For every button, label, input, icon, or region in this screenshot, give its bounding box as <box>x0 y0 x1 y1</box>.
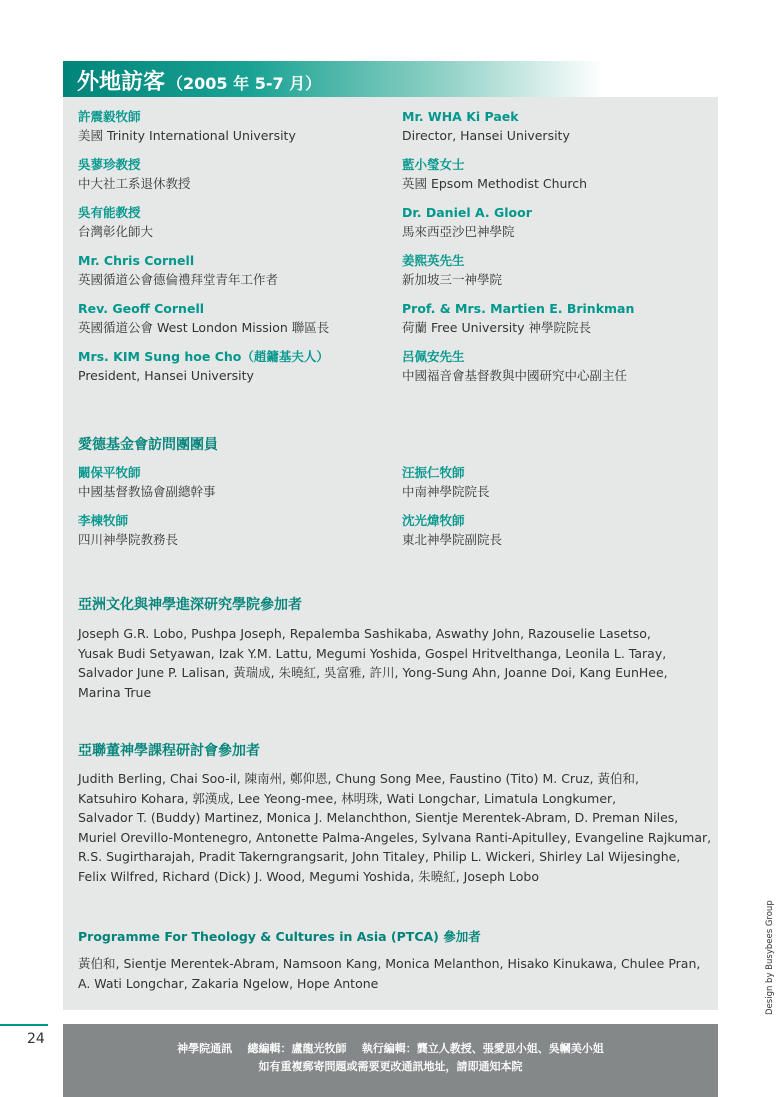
aide-role: 中南神學院院長 <box>402 484 490 499</box>
visitor-role: President, Hansei University <box>78 368 254 383</box>
visitor-entry <box>402 348 702 396</box>
participant-line: Yusak Budi Setyawan, Izak Y.M. Lattu, Megumi Yoshida, Gospel Hritvelthanga, Leonila L. Taray, <box>78 645 667 661</box>
visitor-entry <box>402 108 702 156</box>
participant-line: 黃伯和, Sientje Merentek-Abram, Namsoon Kang, Monica Melanthon, Hisako Kinukawa, Chulee Pran, <box>78 956 701 971</box>
aide-role: 四川神學院教務長 <box>78 532 179 547</box>
visitor-entry <box>78 108 378 156</box>
visitor-role: 英國循道公會 West London Mission 聯區長 <box>78 320 330 335</box>
participant-line: Joseph G.R. Lobo, Pushpa Joseph, Repalemba Sashikaba, Aswathy John, Razouselie Lasetso, <box>78 626 651 641</box>
participant-line: Marina True <box>78 684 152 700</box>
visitor-entry <box>78 204 378 252</box>
aide-name: 李棟牧師 <box>78 513 129 528</box>
visitor-name: 吳有能教授 <box>78 205 141 220</box>
visitor-name: 藍小瑩女士 <box>402 157 465 172</box>
visitor-entry <box>402 300 702 348</box>
aide-entry <box>402 464 702 512</box>
visitor-role: Director, Hansei University <box>402 128 570 143</box>
aide-name: 闞保平牧師 <box>78 465 141 480</box>
aide-name: 沈光煒牧師 <box>402 513 465 528</box>
participant-line: Salvador T. (Buddy) Martinez, Monica J. Melanchthon, Sientje Merentek-Abram, D. Preman Niles, <box>78 810 679 826</box>
page-subtitle: （2005 年 5-7 月） <box>167 74 322 93</box>
participant-line: R.S. Sugirtharajah, Pradit Takerngrangsarit, John Titaley, Philip L. Wickeri, Shirley Lal Wijesinghe, <box>78 849 681 865</box>
footer-notice: 如有重複郵寄問題或需要更改通訊地址，請即通知本院 <box>258 1060 523 1073</box>
visitor-entry <box>78 300 378 348</box>
footer-editors: 神學院通訊 總編輯：盧龍光牧師 執行編輯：龔立人教授、張愛思小姐、吳幗美小姐 <box>177 1042 604 1055</box>
aide-right-column <box>402 464 702 560</box>
aide-name: 汪振仁牧師 <box>402 465 465 480</box>
participant-line: Muriel Orevillo-Montenegro, Antonette Palma-Angeles, Sylvana Ranti-Apitulley, Evangeline Rajkumar, <box>78 829 712 845</box>
visitor-entry <box>78 156 378 204</box>
visitor-role: 英國循道公會德倫禮拜堂青年工作者 <box>78 272 279 287</box>
visitor-entry <box>402 156 702 204</box>
visitor-name: Mrs. KIM Sung hoe Cho（趙鏞基夫人） <box>78 349 329 364</box>
visitor-role: 中大社工系退休教授 <box>78 176 191 191</box>
page-title: 外地訪客 （2005 年 5-7 月） <box>77 70 322 95</box>
aide-entry <box>78 512 378 560</box>
ptca-participants <box>78 954 703 993</box>
aide-entry <box>78 464 378 512</box>
curriculum-heading: 亞聯董神學課程研討會參加者 <box>78 743 260 759</box>
visitor-entry <box>78 252 378 300</box>
visitors-left-column <box>78 108 378 396</box>
visitor-entry <box>402 204 702 252</box>
participant-line: Salvador June P. Lalisan, 黃瑞成, 朱曉紅, 吳富雅, 許川, Yong-Sung Ahn, Joanne Doi, Kang EunHee, <box>78 665 668 681</box>
visitors-right-column <box>402 108 702 396</box>
visitor-name: 呂佩安先生 <box>402 349 465 364</box>
visitor-name: 姜熙英先生 <box>402 253 465 268</box>
participant-line: Judith Berling, Chai Soo-il, 陳南州, 鄭仰恩, Chung Song Mee, Faustino (Tito) M. Cruz, 黃伯和, <box>78 771 639 786</box>
aide-role: 中國基督教協會副總幹事 <box>78 484 216 499</box>
page-number: 24 <box>27 1031 45 1047</box>
visitor-name: 吳蓼珍教授 <box>78 157 141 172</box>
participant-line: Felix Wilfred, Richard (Dick) J. Wood, Megumi Yoshida, 朱曉紅, Joseph Lobo <box>78 868 540 884</box>
page-number-rule <box>0 1024 48 1026</box>
visitor-name: Prof. & Mrs. Martien E. Brinkman <box>402 301 635 316</box>
visitor-name: Mr. Chris Cornell <box>78 253 195 268</box>
visitor-role: 美國 Trinity International University <box>78 128 296 143</box>
visitor-name: Mr. WHA Ki Paek <box>402 109 519 124</box>
participant-line: Katsuhiro Kohara, 郭漢成, Lee Yeong-mee, 林明珠, Wati Longchar, Limatula Longkumer, <box>78 790 617 806</box>
aide-entry <box>402 512 702 560</box>
design-credit: Design by Busybees Group <box>765 900 775 1015</box>
visitor-role: 馬來西亞沙巴神學院 <box>402 224 515 239</box>
aide-left-column <box>78 464 378 560</box>
participant-line: A. Wati Longchar, Zakaria Ngelow, Hope Antone <box>78 975 379 991</box>
visitor-role: 新加坡三一神學院 <box>402 272 503 287</box>
visitor-role: 英國 Epsom Methodist Church <box>402 176 588 191</box>
aide-heading: 愛德基金會訪問團團員 <box>78 437 218 453</box>
curriculum-participants <box>78 769 712 887</box>
visitor-entry <box>402 252 702 300</box>
visitor-role: 中國福音會基督教與中國研究中心副主任 <box>402 368 628 383</box>
visitor-name: 許震毅牧師 <box>78 109 141 124</box>
visitor-role: 荷蘭 Free University 神學院院長 <box>402 320 592 335</box>
asia-institute-heading: 亞洲文化與神學進深研究學院參加者 <box>78 597 302 613</box>
title-bar <box>63 61 603 97</box>
aide-role: 東北神學院副院長 <box>402 532 503 547</box>
asia-institute-participants <box>78 624 703 702</box>
ptca-heading: Programme For Theology & Cultures in Asia (PTCA) 參加者 <box>78 929 481 944</box>
footer <box>63 1024 718 1097</box>
visitor-entry <box>78 348 378 396</box>
visitor-role: 台灣彰化師大 <box>78 224 154 239</box>
visitor-name: Rev. Geoff Cornell <box>78 301 205 316</box>
visitor-name: Dr. Daniel A. Gloor <box>402 205 532 220</box>
